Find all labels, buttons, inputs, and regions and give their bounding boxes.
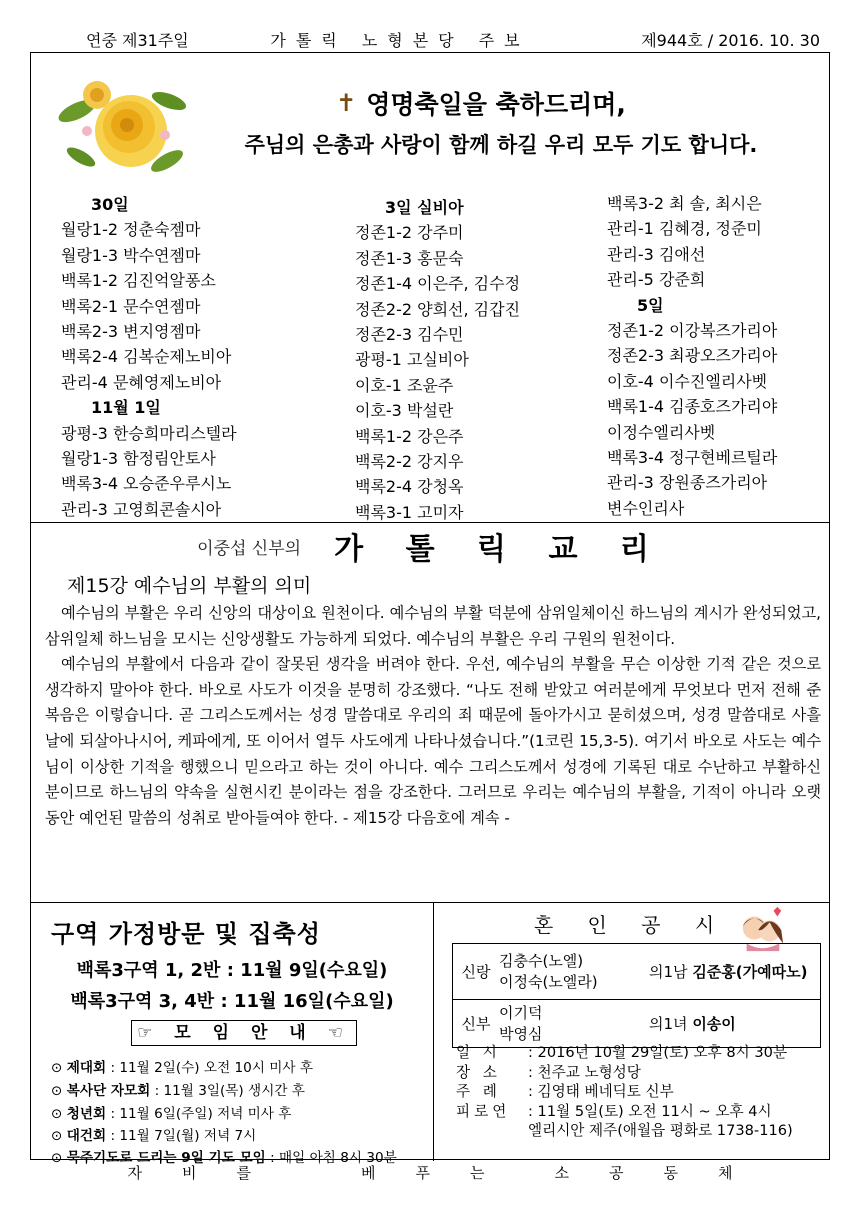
motto-char: 베 <box>361 1164 376 1182</box>
cross-icon: ✝ <box>336 89 357 117</box>
name-day-entry: 관리-3 고영희콘솔시아 <box>61 499 222 519</box>
catechism-paragraph: 예수님의 부활은 우리 신앙의 대상이요 원천이다. 예수님의 부활 덕분에 삼위일체이신 하느님의 계시가 완성되었고, 삼위일체 하느님을 모시는 신앙생활도 가능하게 되었다. 예수님의 부활은 우리 구원의 원천이다. <box>45 604 821 648</box>
name-day-entry: 백록2-4 김복순제노비아 <box>61 347 232 367</box>
target-icon: ⊙ <box>51 1083 67 1099</box>
liturgical-week: 연중 제31주일 <box>86 30 189 50</box>
date-heading: 11월 1일 <box>91 398 161 418</box>
target-icon: ⊙ <box>51 1060 67 1076</box>
meeting-item: ⊙ 묵주기도로 드리는 9일 기도 모임 : 매일 아침 8시 30분 <box>51 1150 397 1166</box>
wedding-detail-row: 피로연 : 11월 5일(토) 오전 11시 ~ 오후 4시 <box>456 1102 772 1120</box>
target-icon: ⊙ <box>51 1150 67 1166</box>
wedding-table <box>452 943 821 1048</box>
motto-char: 를 <box>236 1164 251 1182</box>
name-day-entry: 백록1-2 강은주 <box>355 426 464 446</box>
motto-char: 동 <box>663 1164 678 1182</box>
name-day-entry: 백록3-1 고미자 <box>355 502 464 522</box>
catechism-body <box>45 601 821 831</box>
motto-char: 는 <box>470 1164 485 1182</box>
name-day-column-2 <box>355 195 520 525</box>
name-day-entry: 월랑1-3 함정림안토사 <box>61 448 216 468</box>
wedding-detail-row: 주 례 : 김영태 베네딕토 신부 <box>456 1083 674 1100</box>
lesson-title: 제15강 예수님의 부활의 의미 <box>67 575 312 597</box>
motto-char: 공 <box>609 1164 624 1182</box>
meeting-item: ⊙ 대건회 : 11월 7일(월) 저녁 7시 <box>51 1128 257 1144</box>
name-day-entry: 정존1-4 이은주, 김수정 <box>355 274 521 294</box>
name-day-entry: 백록1-4 김종호즈가리야 <box>607 397 778 417</box>
issue-number: 제944호 / 2016. 10. 30 <box>641 30 820 50</box>
wedding-detail-row: 엘리시안 제주(애월읍 평화로 1738-116) <box>528 1122 793 1139</box>
name-day-entry: 관리-3 장원종즈가리아 <box>607 473 768 493</box>
bride-row: 신부 이기덕 박영심 의1녀 이송이 <box>461 1003 736 1043</box>
name-day-entry: 정존2-2 양희선, 김갑진 <box>355 299 521 319</box>
name-day-entry: 백록3-2 최 솔, 최시은 <box>607 194 762 213</box>
wedding-details <box>456 1043 826 1141</box>
wedding-detail-row: 일 시 : 2016년 10월 29일(토) 오후 8시 30분 <box>456 1044 788 1061</box>
name-day-entry: 정존2-3 김수민 <box>355 324 464 344</box>
bulletin-header <box>30 26 830 52</box>
name-day-entry: 이호-1 조윤주 <box>355 375 454 395</box>
name-day-entry: 백록3-4 정구현베르틸라 <box>607 447 778 467</box>
section-divider <box>31 522 829 523</box>
name-day-entry: 백록1-2 김진억알퐁소 <box>61 271 216 291</box>
motto-char: 푸 <box>415 1164 430 1182</box>
motto-char: 비 <box>182 1164 197 1182</box>
name-day-entry: 월랑1-2 정춘숙젬마 <box>61 220 201 240</box>
feast-day-greeting: ✝ 영명축일을 축하드리며, 주님의 은총과 사랑이 함께 하길 우리 모두 기도 합니다. <box>244 89 758 157</box>
visit-schedule: 백록3구역 1, 2반 : 11월 9일(수요일) <box>76 960 388 981</box>
catechism-heading <box>31 524 831 568</box>
name-day-entry: 관리-4 문혜영제노비아 <box>61 372 222 392</box>
name-day-entry: 관리-1 김혜경, 정준미 <box>607 219 762 239</box>
name-day-column-3 <box>607 191 777 521</box>
wedding-detail-row: 장 소 : 천주교 노형성당 <box>456 1063 641 1081</box>
motto-char: 소 <box>554 1164 569 1182</box>
name-day-entry: 변수인리사 <box>607 498 685 518</box>
bride-name: 이송이 <box>692 1015 736 1033</box>
target-icon: ⊙ <box>51 1128 67 1144</box>
name-day-entry: 백록2-3 변지영젬마 <box>61 321 201 341</box>
name-day-entry: 정존1-3 홍문숙 <box>355 248 464 268</box>
column-divider <box>433 902 434 1161</box>
name-day-entry: 백록2-1 문수연젬마 <box>61 296 201 316</box>
name-day-column-1 <box>61 192 237 522</box>
name-day-entry: 월랑1-3 박수연젬마 <box>61 245 201 265</box>
name-day-entry: 정존1-2 이강복즈가리아 <box>607 320 778 340</box>
footer-motto <box>30 1162 830 1184</box>
page-frame <box>30 52 830 1166</box>
visit-schedule: 백록3구역 3, 4반 : 11월 16일(수요일) <box>70 991 394 1012</box>
groom-row: 신랑 김충수(노엘) 이정숙(노엘라) 의1남 김준홍(가예따노) <box>453 944 820 1000</box>
name-day-entry: 이호-4 이수진엘리사벳 <box>607 371 768 391</box>
meeting-header: ☞ 모 임 안 내 ☜ <box>131 1020 357 1046</box>
wedding-title: 혼 인 공 시 <box>533 913 729 937</box>
meeting-item: ⊙ 청년회 : 11월 6일(주일) 저녁 미사 후 <box>51 1106 292 1122</box>
target-icon: ⊙ <box>51 1106 67 1122</box>
meeting-item: ⊙ 복사단 자모회 : 11월 3일(목) 생시간 후 <box>51 1083 305 1099</box>
date-heading: 3일 실비아 <box>385 198 464 217</box>
name-day-entry: 이정수엘리사벳 <box>607 422 716 442</box>
name-day-entry: 정존1-2 강주미 <box>355 223 464 243</box>
motto-char: 자 <box>127 1164 142 1182</box>
name-day-entry: 백록3-4 오승준우루시노 <box>61 474 232 494</box>
catechism-paragraph: 예수님의 부활에서 다음과 같이 잘못된 생각을 버려야 한다. 우선, 예수님의 부활을 무슨 이상한 기적 같은 것으로 생각하지 말아야 한다. 바오로 사도가 이것을 분명히 강조했다. “나도 전해 받았고 여러분에게 무엇보다 먼저 전해 준 복음은 이렇습니다. 곧 그리스도께서는 성경 말씀대로 우리의 죄 때문에 돌아가시고 묻히셨으며, 성경 말씀대로 사흘날에 되살아나시어, 케파에게, 또 이어서 열두 사도에게 나타나셨습니다.”(1코린 15,3-5). 여기서 바오로 사도는 예수님이 이상한 기적을 행했으니 믿으라고 하는 것이 아니다. 예수 그리스도께서 성경에 기록된 대로 수난하고 부활하신 분이므로 하느님의 약속을 실현시킨 분이라는 점을 강조한다. 그러므로 우리는 예수님의 부활을, 기적이 아니라 오랫동안 예언된 말씀의 성취로 받아들여야 한다. - 제15강 다음호에 계속 - <box>45 655 821 827</box>
name-day-entry: 정존2-3 최광오즈가리아 <box>607 346 778 366</box>
date-heading: 30일 <box>91 195 129 214</box>
catechism-author: 이중섭 신부의 <box>197 538 302 559</box>
meeting-item: ⊙ 제대회 : 11월 2일(수) 오전 10시 미사 후 <box>51 1060 313 1076</box>
name-day-entry: 백록2-4 강청옥 <box>355 477 464 497</box>
section-divider <box>31 902 829 903</box>
name-day-entry: 관리-5 강준희 <box>607 270 706 290</box>
motto-char: 체 <box>718 1164 733 1182</box>
name-day-entry: 이호-3 박설란 <box>355 401 454 421</box>
groom-name: 김준홍(가예따노) <box>692 963 808 981</box>
name-day-entry: 광평-1 고실비아 <box>355 350 469 370</box>
name-day-entry: 관리-3 김애선 <box>607 244 706 264</box>
date-heading: 5일 <box>637 295 664 315</box>
bulletin-title: 가톨릭 노형본당 주보 <box>270 30 530 50</box>
name-day-entry: 백록2-2 강지우 <box>355 451 464 471</box>
name-day-entry: 광평-3 한승희마리스텔라 <box>61 423 237 443</box>
catechism-title: 가 톨 릭 교 리 <box>334 532 665 567</box>
yellow-rose-icon <box>57 71 189 179</box>
visit-title: 구역 가정방문 및 집축성 <box>51 920 321 948</box>
